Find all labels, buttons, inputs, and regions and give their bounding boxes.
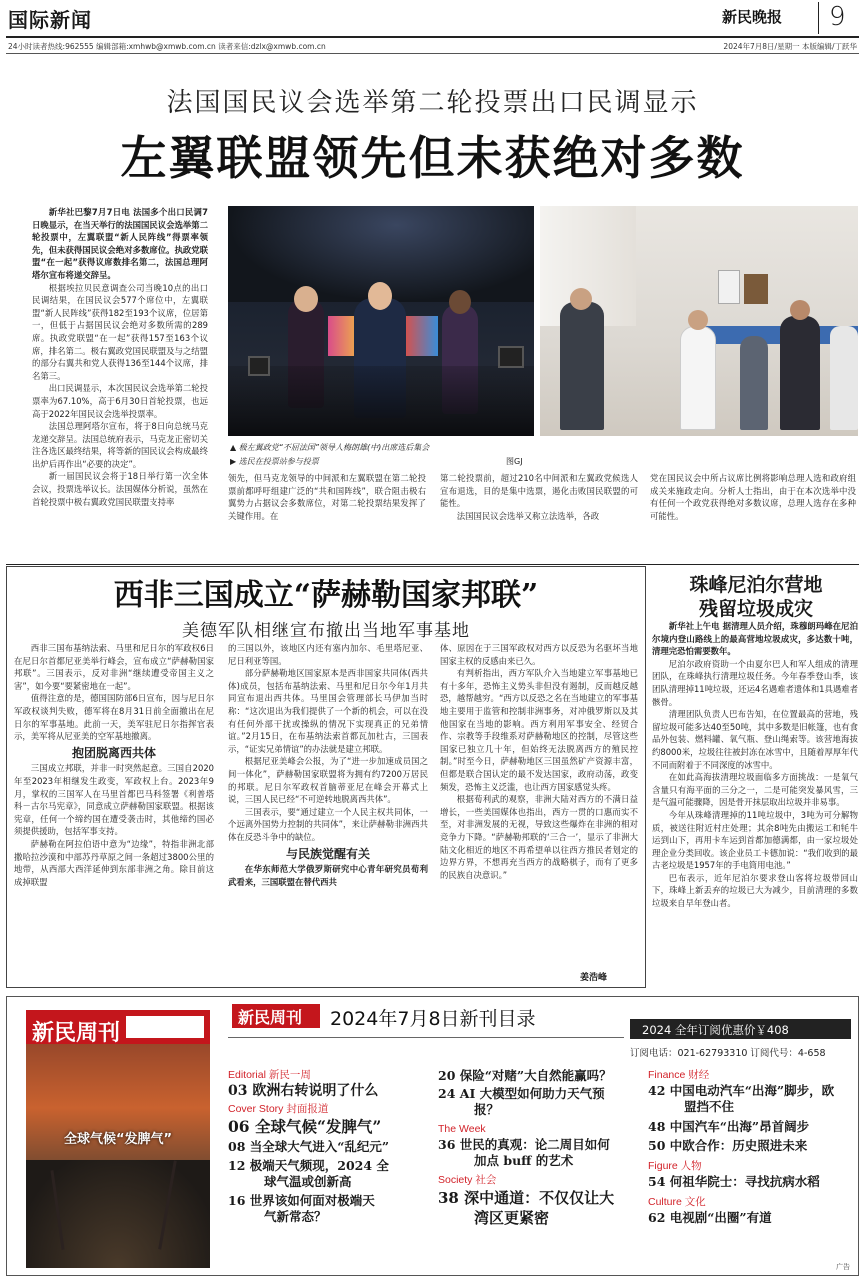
subscribe-banner (630, 1019, 851, 1039)
dateline: 新华社巴黎7月7日电 法国多个出口民调7日晚显示，在当天举行的法国国民议会选举第二轮投票中，左翼联盟“新人民阵线”得票率领先，但未获得国民议会绝对多数席位。执政党联盟“在一起”获得议席数排名第二，法国总理阿塔尔宣布将递交辞呈。 (32, 207, 208, 280)
lead-column-1 (32, 206, 208, 562)
header-rule (6, 36, 859, 38)
side-dateline: 新华社上午电 据清理人员介绍，珠穆朗玛峰在尼泊尔境内登山路线上的最高营地垃圾成灾，多达数十吨，清理完恐怕需要数年。 (652, 621, 858, 657)
article-paragraph: 根据荀利武的观察，非洲大陆对西方的不满日益增长，一些美国媒体也指出，西方一贯的口惠而实不至，对非洲发展的无视，导致这些爆炸在非洲的相对竞争力下降。“萨赫勒邦联的‘三合一’，显示了非洲大陆文化相近的地区不再希望单以往西方推民者划定的边界方界，不想再充当西方的战略棋子，而有了更多的民族自决意识。” (440, 794, 638, 880)
article-paragraph: 三国表示，要“通过建立一个人民主权共同体，一个远离外国势力控制的共同体”，来让萨赫勒非洲西共体在反恐斗争中的缺位。 (228, 806, 428, 842)
toc-item[interactable]: 24 AI 大模型如何助力天气预报？ (438, 1086, 605, 1117)
section-divider (6, 564, 859, 565)
section-title: 国际新闻 (8, 8, 92, 32)
paper-name: 新民晚报 (722, 8, 783, 26)
side-paragraph: 尼泊尔政府资助一个由夏尔巴人和军人组成的清理团队，在珠峰执行清理垃圾任务。今年春季登山季，该团队清理掉11吨垃圾，还运4名遇难者遗体和1具遇难者骸骨。 (652, 658, 858, 707)
toc-section: Society 社会 (438, 1174, 497, 1186)
side-headline-1: 珠峰尼泊尔营地 (689, 574, 823, 596)
article-paragraph (228, 863, 428, 888)
west-africa-headline: 西非三国成立“萨赫勒国家邦联” (113, 578, 539, 613)
lead-paragraph: 出口民调显示，本次国民议会选举第二轮投票率为67.10%，高于6月30日首轮投票，也远高于2022年国民议会选举投票率。 (32, 383, 208, 419)
toc-section: Finance 财经 (648, 1069, 710, 1081)
toc-item[interactable]: 06 全球气候“发脾气” (228, 1117, 382, 1136)
contact-line: 24小时读者热线:962555 编辑部箱:xmhwb@xmwb.com.cn 读者来信:dzlx@xmwb.com.cn (8, 42, 326, 51)
page-number (818, 2, 846, 34)
toc-item[interactable]: 03 欧洲右转说明了什么 (228, 1083, 379, 1099)
toc-section: Culture 文化 (648, 1196, 706, 1208)
west-africa-subhead: 美德军队相继宣布撤出当地军事基地 (182, 621, 470, 641)
photo-caption-1: ▲ 极左翼政党“不屈法国”领导人梅朗雄(中)出席选后集会 (230, 443, 430, 452)
side-headline-2: 残留垃圾成灾 (698, 598, 813, 620)
toc-item[interactable]: 12 极端天气频现，2024 全球气温或创新高 (228, 1158, 389, 1189)
toc-item[interactable]: 36 世民的真观：论二周目如何加点 buff 的艺术 (438, 1137, 610, 1168)
side-paragraph: 清理团队负责人巴布告知，在位置最高的营地，残留垃圾可能多达40至50吨，其中多数是旧帐篷，也有食品外包装、燃料罐、氧气瓶、登山绳索等。该营地海拔约8000米，垃圾往往被封冻在冰雪中，且随着厚厚年代不同而附着于不同深度的冰雪中。 (652, 709, 858, 770)
west-africa-column-2 (228, 642, 428, 984)
date-line: 2024年7月8日/星期一 本版编辑/丁跃华 (723, 42, 857, 51)
subscribe-info: 订阅电话：021-62793310 订阅代号：4-658 (630, 1048, 826, 1059)
side-paragraph: 在如此高海拔清理垃圾面临多方面挑战：一是氧气含量只有海平面的三分之一，二是可能突发暴风雪，三是气温可能骤降，因是骨开抹层取出垃圾并非易事。 (652, 772, 858, 808)
article-paragraph: 部分萨赫勒地区国家原本是西非国家共同体(西共体)成员，包括布基纳法索、马里和尼日尔今年1月共同宣布退出西共体。马里国会管理部长马伊加当时称：“这次退出为我们提供了一个新的机会，可以在没有任何外部干扰或操纵的情况下实现真正的兄弟情谊。”2月15日，在布基纳法索首都瓦加杜古，三国表示，“证实兄弟情谊”的办法就是建立邦联。 (228, 668, 428, 754)
ad-tag: 广告 (836, 1263, 850, 1271)
lead-column-2 (228, 472, 426, 562)
toc-item[interactable]: 50 中欧合作：历史照进未来 (648, 1138, 808, 1153)
photo-caption-2: ▶ 选民在投票站参与投票 (230, 457, 319, 466)
ad-column-2 (438, 1068, 628, 1228)
photo-credit: 图GJ (506, 457, 523, 466)
ad-brand: 新民周刊 (238, 1008, 303, 1027)
lead-headline: 左翼联盟领先但未获绝对多数 (120, 131, 745, 185)
lead-paragraph: 第二轮投票前，超过210名中间派和左翼政党候选人宣布退选，目的是集中选票，遏化击败国民联盟的可能性。 (440, 473, 638, 509)
side-paragraph (652, 620, 858, 658)
toc-item[interactable]: 54 何祖华院士：寻找抗病水稻 (648, 1174, 820, 1189)
lead-paragraph: 法国国民议会选举又称立法选举，各政 (456, 510, 600, 521)
article-paragraph: 萨赫勒在阿拉伯语中意为“边缘”，特指非洲北部撒哈拉沙漠和中部苏丹草原之间一条超过3800公里的地带，从西部大西洋延伸到东部非洲之角。除目前这成掉联盟 (14, 838, 214, 887)
side-paragraph: 巴布表示，近年尼泊尔要求登山客将垃圾带回山下，珠峰上新丢弃的垃圾已大为减少，目前清理的多数垃圾来自早年登山者。 (652, 872, 858, 909)
toc-item[interactable]: 42 中国电动汽车“出海”脚步，欧盟挡不住 (648, 1083, 835, 1114)
article-subheading: 与民族觉醒有关 (285, 846, 370, 861)
ad-divider (228, 1037, 624, 1038)
article-paragraph-bold: 在华东师范大学俄罗斯研究中心青年研究员荀利武看来，三国联盟在替代西共 (228, 864, 428, 887)
rally-photo (228, 206, 534, 436)
lead-column-4 (650, 472, 856, 562)
toc-item[interactable]: 20 保险“对赌”大自然能赢吗？ (438, 1068, 612, 1083)
cover-brand: 新民周刊 (32, 1020, 121, 1046)
lead-kicker: 法国国民议会选举第二轮投票出口民调显示 (166, 88, 699, 118)
article-paragraph: 西非三国布基纳法索、马里和尼日尔的军政权6日在尼日尔首都尼亚美举行峰会，宣布成立“萨赫勒国家邦联”。三国表示，反对非洲“继续遭受帝国主义之害”，如今要“要紧密地在一起”。 (14, 643, 214, 691)
magazine-cover (26, 1010, 210, 1268)
lead-paragraph: 法国总理阿塔尔宣布，将于8日向总统马克龙递交辞呈。法国总统府表示，马克龙正密切关注各选区最终结果，将等新的国民议会构成最终出炉后再作出“必要的决定”。 (32, 421, 208, 469)
article-paragraph: 体、原因在于三国军政权对西方以反恐为名驱坏当地国家主权的反感由来已久。 (440, 643, 638, 666)
article-paragraph: 值得注意的是，德国国防部6日宣布，因与尼日尔军政权谈判失败，德军将在8月31日前全面撤出在尼日尔的军事基地。此前一天，美军驻尼日尔指挥官表示，美军将从尼亚美的空军基地撤离。 (14, 693, 214, 742)
page-number-value: 9 (829, 2, 846, 32)
article-paragraph: 有判析指出，西方军队介入当地建立军事基地已有十多年，恐怖主义势头非但没有遏制，反而越反越恐，越帮越穷。“西方以反恐之名在当地建立的军事基地主要用于监管和控制非洲事务，对冲俄罗斯以及其他国家在当地的影响。西方利用军事安全、经贸合作、宗教等手段维系对萨赫勒地区的控制，尽管这些国家已独立几十年，但始终无法脱离西方的殖民控制。”时至今日，萨赫勒地区三国虽然矿产资源丰富，但都是联合国认定的最不发达国家，政府动荡，政变频发，恐怖主义泛滥，也让西方国家感觉头疼。 (440, 668, 638, 792)
lead-paragraph: 根据埃拉贝民意调查公司当晚10点的出口民调结果，在国民议会577个席位中，左翼联盟“新人民阵线”获得182至193个议席，位居第一，但低于占据国民议会绝对多数所需的289席。执政党联盟“在一起”获得157至163个议席，排名第二。极右翼政党国民联盟及与之结盟的部分右翼共和党人获得136至144个议席，排名第三。 (32, 282, 208, 381)
west-africa-column-1 (14, 642, 214, 984)
toc-item[interactable]: 16 世界该如何面对极端天气新常态？ (228, 1193, 375, 1224)
cover-headline: 全球气候“发脾气” (63, 1132, 173, 1147)
side-article-body (652, 620, 858, 986)
toc-item[interactable]: 38 深中通道：不仅仅让大湾区更紧密 (438, 1189, 615, 1227)
ad-column-3 (648, 1068, 848, 1226)
toc-item[interactable]: 62 电视剧“出圈”有道 (648, 1210, 772, 1225)
article-paragraph: 三国成立邦联，并非一时突然起意。三国自2020年至2023年相继发生政变，军政权上台。2023年9月，掌权的三国军人在马里首都巴马科签署《利普塔科－古尔马宪章》，同意成立萨赫勒国家联盟。根据该宪章，任何一个缔约国在遭受袭击时，其他缔约国必须提供援助，包括军事支持。 (14, 763, 214, 837)
ad-title: 2024年7月8日新刊目录 (330, 1008, 536, 1030)
ad-brand-badge (232, 1004, 320, 1028)
toc-section: Editorial 新民一周 (228, 1069, 311, 1081)
article-author: 姜浩峰 (580, 973, 608, 983)
voting-photo (540, 206, 858, 436)
toc-section: Figure 人物 (648, 1160, 702, 1172)
side-paragraph: 今年从珠峰清理掉的11吨垃圾中，3吨为可分解物质，被送往附近村庄处理；其余8吨先由搬运工和牦牛运到山下，再用卡车运到首都加德满都，由一家垃圾处理企业分类回收。该企业员工卡德加说：“我们收到的最古老垃圾是1957年的手电筒用电池。” (652, 809, 858, 871)
lead-paragraph: 党在国民议会中所占议席比例将影响总理人选和政府组成关来施政走向。分析人士指出，由于在本次选举中没有任何一个政党获得绝对多数议席，总理人选存在多种可能性。 (650, 473, 856, 521)
article-paragraph: 的三国以外，该地区内还有塞内加尔、毛里塔尼亚、尼日利亚等国。 (228, 643, 428, 666)
lead-column-3 (440, 472, 638, 562)
ad-column-1 (228, 1068, 428, 1225)
toc-item[interactable]: 48 中国汽车“出海”昂首阔步 (648, 1119, 810, 1134)
article-subheading: 抱团脱离西共体 (71, 745, 156, 760)
lead-paragraph: 新一届国民议会将于18日举行第一次全体会议，投票选举议长。法国媒体分析说，虽然在首轮投票中极右翼政党国民联盟支持率 (32, 471, 208, 507)
toc-section: Cover Story 封面报道 (228, 1103, 329, 1115)
article-paragraph: 根据尼亚美峰会公报，为了“进一步加速成员国之间一体化”，萨赫勒国家联盟将为拥有约7200万居民的邦联。尼日尔军政权首脑蒂亚尼在峰会开幕式上说，三国人民已经“不可逆转地脱离西共体”。 (228, 756, 428, 805)
west-africa-column-3 (440, 642, 638, 968)
toc-item[interactable]: 08 当全球大气进入“乱纪元” (228, 1139, 390, 1154)
toc-section: The Week (438, 1123, 486, 1135)
header-rule-2 (6, 53, 859, 54)
subscribe-price: 2024 全年订阅优惠价￥408 (642, 1023, 789, 1037)
lead-paragraph (32, 206, 208, 282)
lead-paragraph: 领先，但马克龙领导的中间派和左翼联盟在第二轮投票前都呼吁组建广泛的“共和国阵线”，联合阻击极右翼势力占据议会多数席位，对第二轮投票结果发挥了关键作用。在 (228, 473, 426, 521)
